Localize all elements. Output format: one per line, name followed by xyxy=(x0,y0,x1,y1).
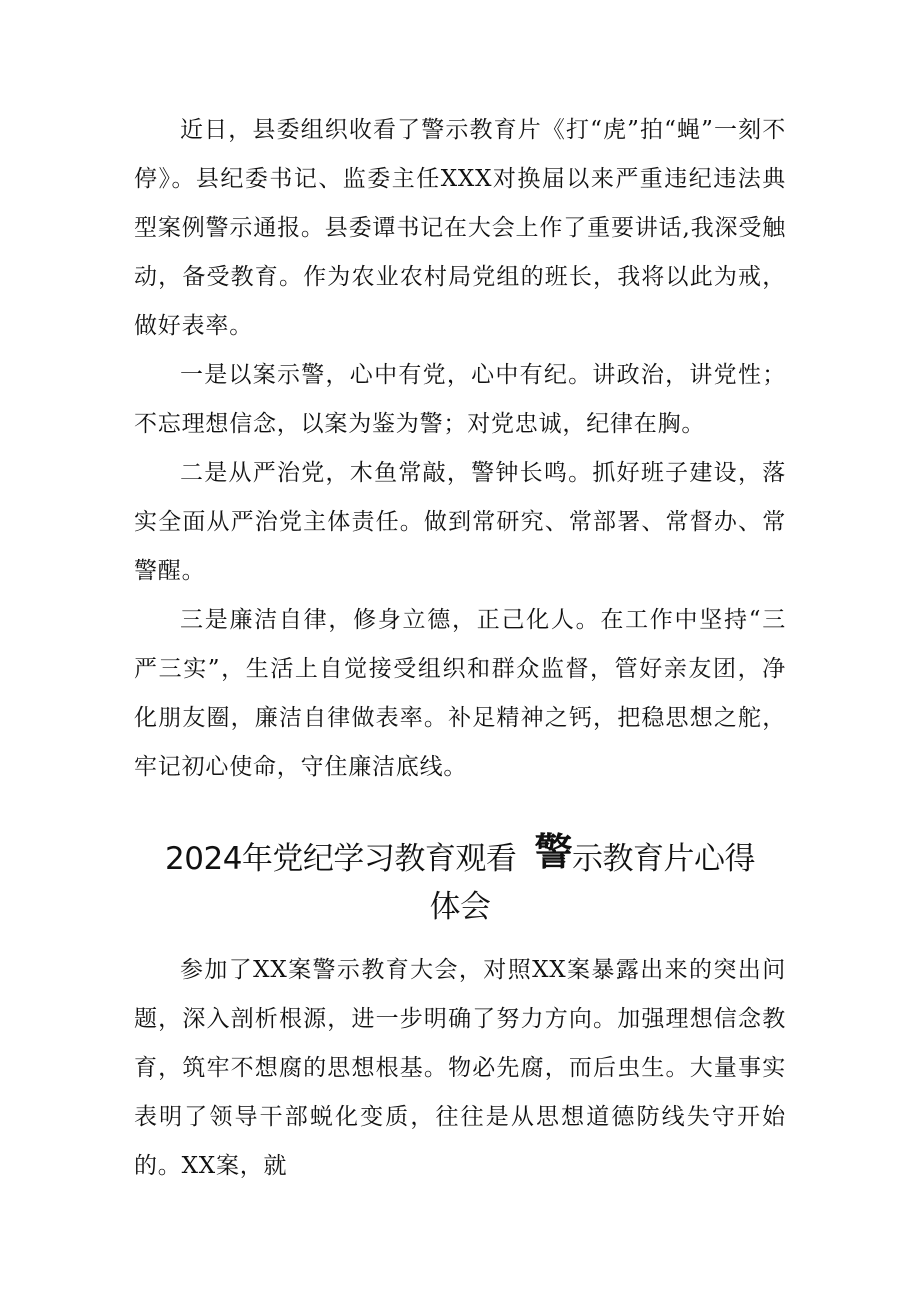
paragraph: 三是廉洁自律，修身立德，正己化人。在工作中坚持“三严三实”，生活上自觉接受组织和群众监督，管好亲友团，净化朋友圈，廉洁自律做表率。补足精神之钙，把稳思想之舵，牢记初心使命，守住廉洁底线。 xyxy=(134,607,786,780)
article-title xyxy=(0,828,920,931)
title-line-1 xyxy=(0,828,920,883)
article-title-block xyxy=(0,828,920,931)
section-2-body xyxy=(134,946,786,1191)
paragraph: 二是从严治党，木鱼常敲，警钟长鸣。抓好班子建设，落实全面从严治党主体责任。做到常研究、常部署、常督办、常警醒。 xyxy=(134,460,786,584)
paragraph: 一是以案示警，心中有党，心中有纪。讲政治，讲党性；不忘理想信念，以案为鉴为警；对党忠诚，纪律在胸。 xyxy=(134,362,786,437)
title-part-2: 示教育片心得 xyxy=(571,841,755,877)
paragraph: 参加了XX案警示教育大会，对照XX案暴露出来的突出问题，深入剖析根源，进一步明确了努力方向。加强理想信念教育，筑牢不想腐的思想根基。物必先腐，而后虫生。大量事实表明了领导干部蜕化变质，往往是从思想道德防线失守开始的。XX案，就 xyxy=(134,957,786,1179)
section-1-body xyxy=(134,106,786,792)
title-large-char: 警 xyxy=(534,830,572,874)
title-line-2: 体会 xyxy=(429,889,491,925)
paragraph: 近日，县委组织收看了警示教育片《打“虎”拍“蝇”一刻不停》。县纪委书记、监委主任XXX对换届以来严重违纪违法典型案例警示通报。县委谭书记在大会上作了重要讲话,我深受触动，备受教育。作为农业农村局党组的班长，我将以此为戒，做好表率。 xyxy=(134,117,786,339)
title-part-1: 2024年党纪学习教育观看 xyxy=(165,841,517,877)
